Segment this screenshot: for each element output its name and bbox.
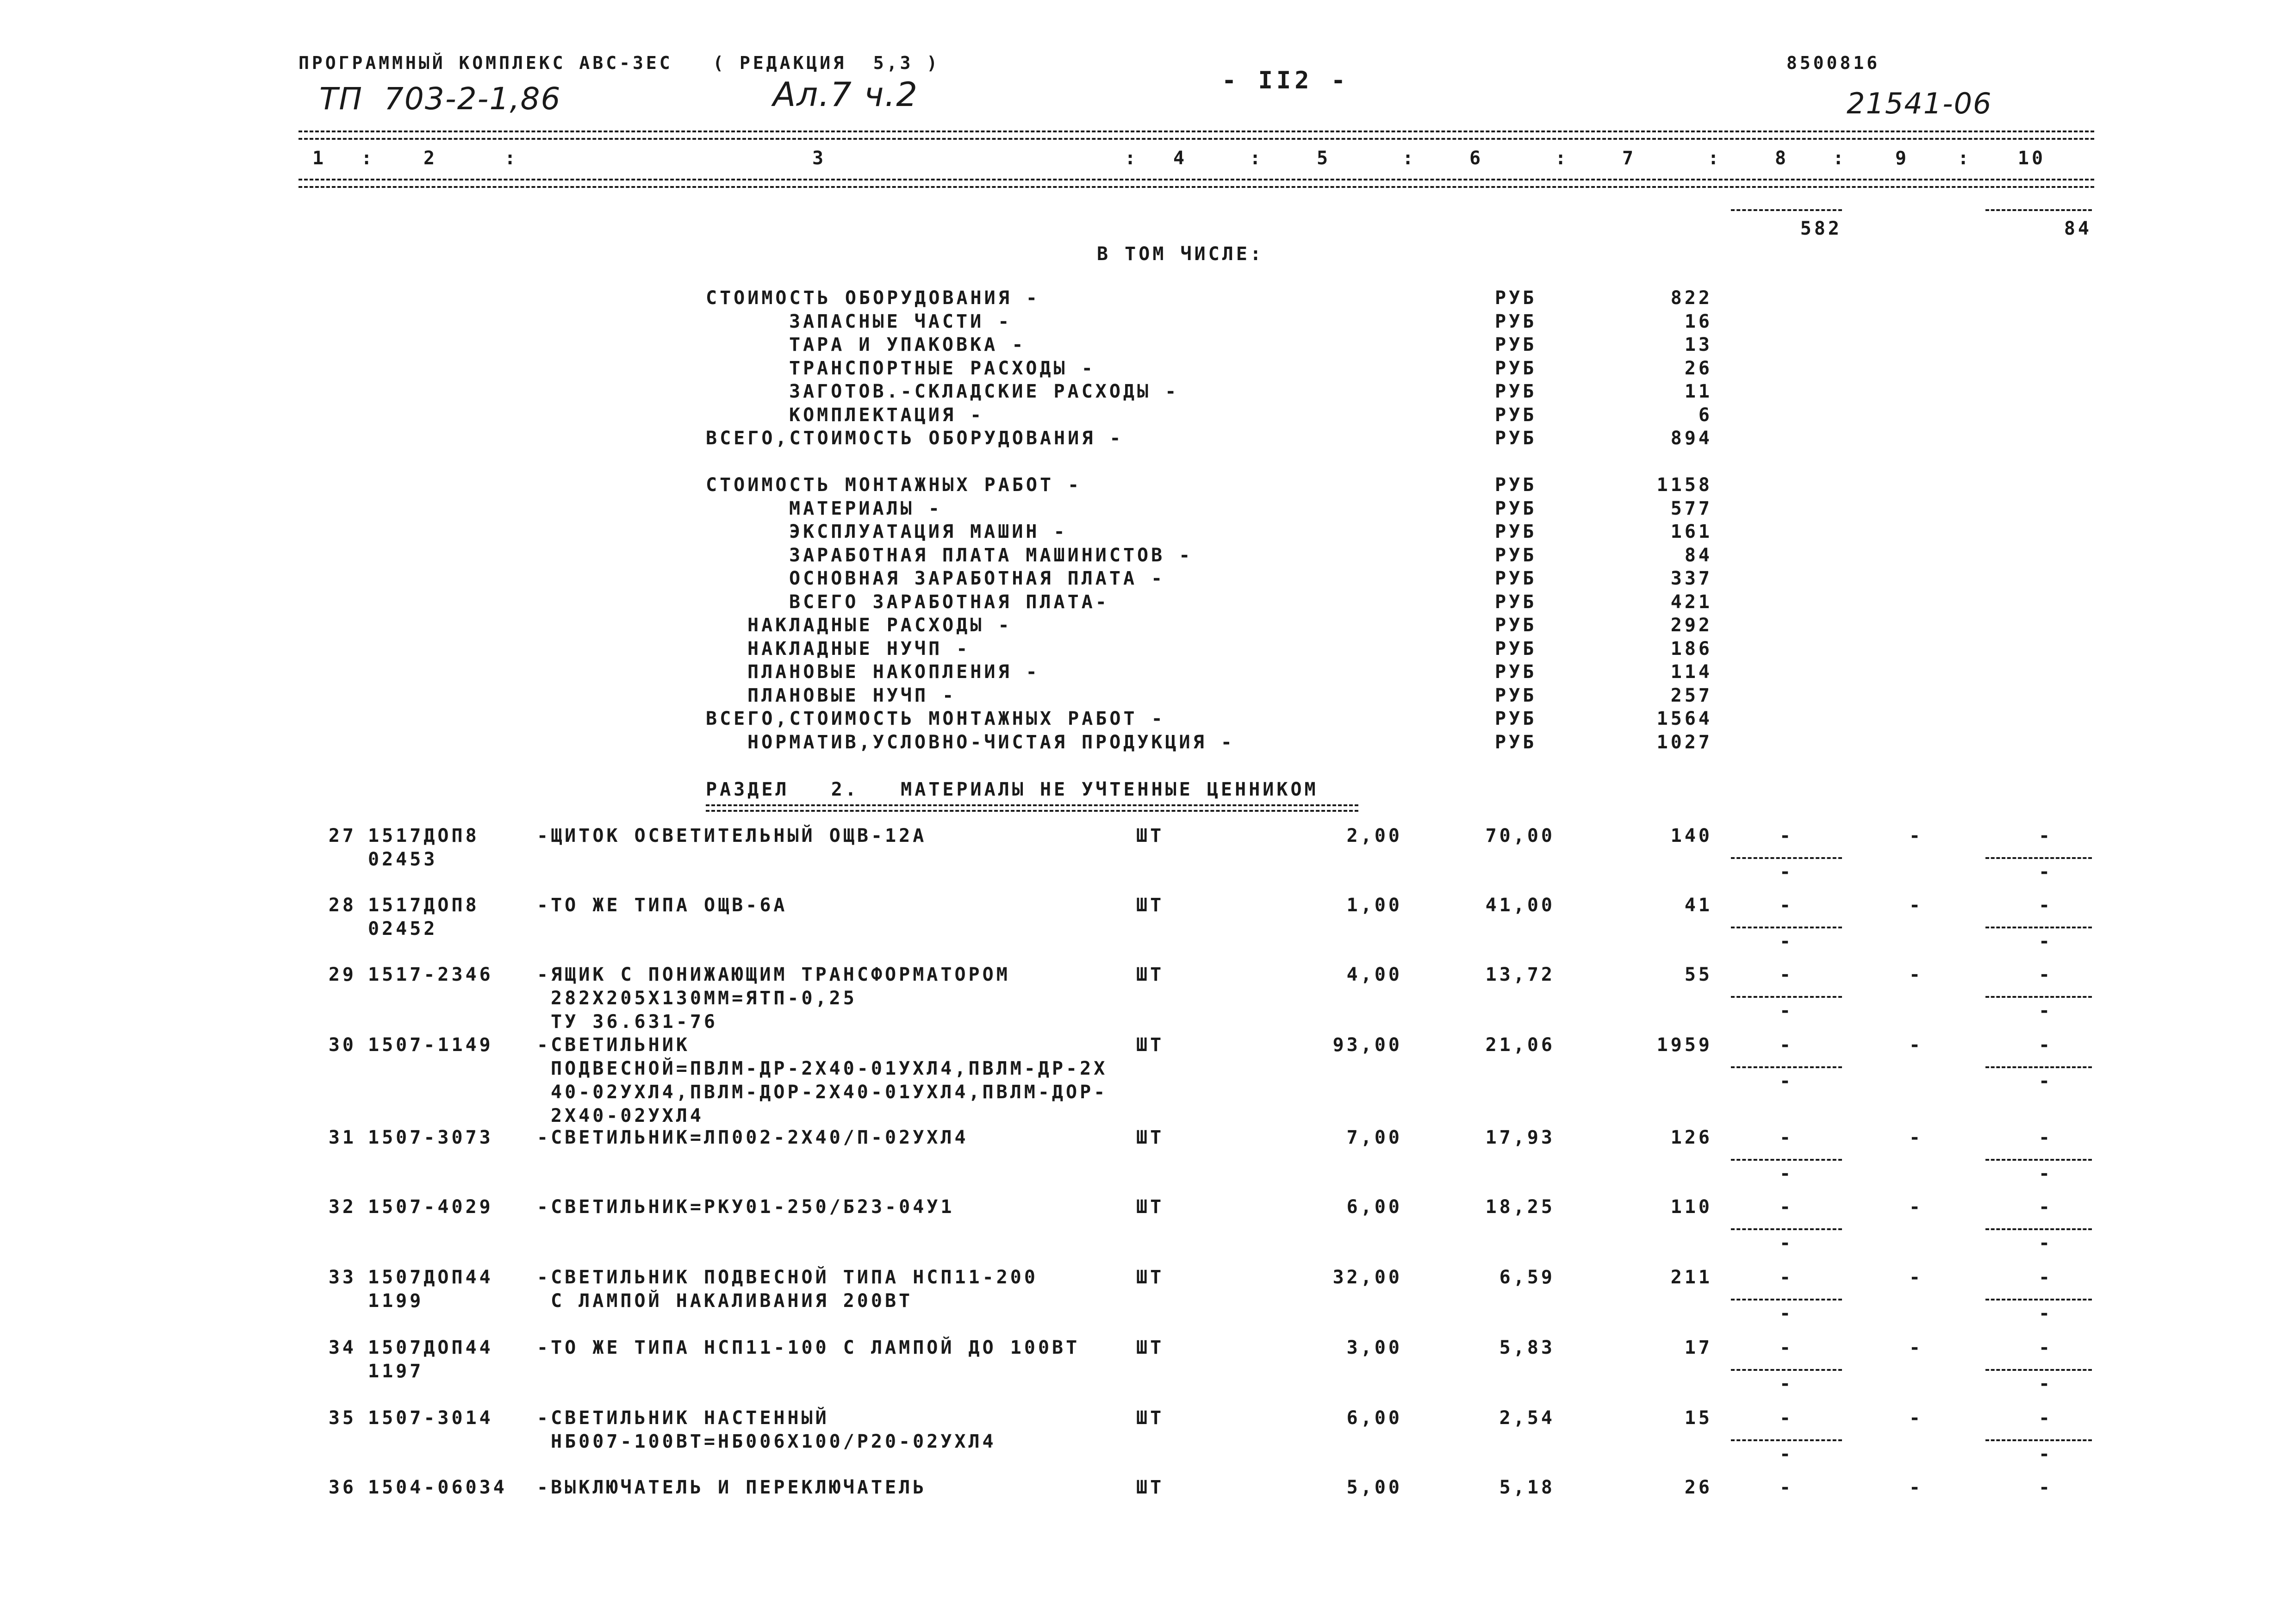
- row-col8: -: [1779, 964, 1794, 985]
- carry-rule-col10: [1985, 209, 2092, 211]
- breakdown-label: ЗАПАСНЫЕ ЧАСТИ -: [789, 311, 1012, 332]
- row-col8-sub: -: [1779, 1373, 1794, 1394]
- row-unit: ШТ: [1136, 1267, 1164, 1288]
- row-total: 211: [1670, 1267, 1712, 1288]
- breakdown-unit: РУБ: [1495, 545, 1537, 566]
- row-col9: -: [1909, 1127, 1923, 1148]
- row-col10: -: [2038, 1127, 2053, 1148]
- column-separator: :: [1555, 148, 1569, 169]
- row-col10-sub: -: [2038, 1444, 2053, 1465]
- row-col9: -: [1909, 1477, 1923, 1498]
- row-col10-sub: -: [2038, 1232, 2053, 1254]
- row-total: 17: [1684, 1337, 1712, 1358]
- breakdown-unit: РУБ: [1495, 521, 1537, 542]
- breakdown-value: 1564: [1656, 708, 1712, 729]
- row-col10-sub: -: [2038, 861, 2053, 883]
- carry-total-col10: 84: [2064, 218, 2092, 239]
- row-price: 70,00: [1485, 825, 1555, 846]
- breakdown-label: ТРАНСПОРТНЫЕ РАСХОДЫ -: [789, 358, 1095, 379]
- breakdown-unit: РУБ: [1495, 358, 1537, 379]
- row-col8-sub: -: [1779, 1000, 1794, 1021]
- breakdown-value: 161: [1670, 521, 1712, 542]
- page-number: - II2 -: [1222, 67, 1350, 94]
- row-unit: ШТ: [1136, 1127, 1164, 1148]
- breakdown-value: 26: [1684, 358, 1712, 379]
- row-unit: ШТ: [1136, 825, 1164, 846]
- row-col8-sub: -: [1779, 861, 1794, 883]
- handwritten-album: Ал.7 ч.2: [773, 75, 919, 114]
- row-col10: -: [2038, 895, 2053, 916]
- breakdown-value: 13: [1684, 334, 1712, 355]
- row-col9: -: [1909, 1407, 1923, 1429]
- row-description: ТУ 36.631-76: [551, 1011, 718, 1033]
- breakdown-unit: РУБ: [1495, 428, 1537, 449]
- row-col8: -: [1779, 1337, 1794, 1358]
- row-description: 282Х205Х130ММ=ЯТП-0,25: [551, 988, 857, 1009]
- subtotal-rule-col10: [1985, 996, 2092, 998]
- column-separator: :: [1125, 148, 1139, 169]
- row-quantity: 6,00: [1346, 1407, 1402, 1429]
- row-price: 5,18: [1499, 1477, 1555, 1498]
- row-col9: -: [1909, 825, 1923, 846]
- row-col8: -: [1779, 1267, 1794, 1288]
- subtotal-rule-col8: [1731, 1066, 1842, 1068]
- carry-total-col8: 582: [1800, 218, 1842, 239]
- breakdown-label: МАТЕРИАЛЫ -: [789, 498, 942, 519]
- row-number: 27: [328, 825, 356, 846]
- row-description: -СВЕТИЛЬНИК НАСТЕННЫЙ: [537, 1407, 829, 1429]
- subtotal-rule-col8: [1731, 857, 1842, 859]
- row-number: 35: [328, 1407, 356, 1429]
- section-title: РАЗДЕЛ 2. МАТЕРИАЛЫ НЕ УЧТЕННЫЕ ЦЕННИКОМ: [706, 779, 1319, 800]
- column-number-4: 4: [1173, 148, 1188, 169]
- row-code: 02452: [368, 918, 438, 940]
- breakdown-value: 84: [1684, 545, 1712, 566]
- row-col9: -: [1909, 1196, 1923, 1218]
- subtotal-rule-col8: [1731, 927, 1842, 928]
- column-separator: :: [361, 148, 375, 169]
- breakdown-label: СТОИМОСТЬ ОБОРУДОВАНИЯ -: [706, 287, 1040, 309]
- row-quantity: 1,00: [1346, 895, 1402, 916]
- row-quantity: 93,00: [1332, 1034, 1402, 1056]
- row-total: 15: [1684, 1407, 1712, 1429]
- breakdown-value: 1027: [1656, 732, 1712, 753]
- row-code: 1507-3073: [368, 1127, 493, 1148]
- row-code: 1517ДОП8: [368, 895, 479, 916]
- row-unit: ШТ: [1136, 1407, 1164, 1429]
- breakdown-value: 822: [1670, 287, 1712, 309]
- row-quantity: 32,00: [1332, 1267, 1402, 1288]
- breakdown-value: 114: [1670, 661, 1712, 683]
- row-col9: -: [1909, 1034, 1923, 1056]
- section-underline: [706, 804, 1358, 812]
- row-col9: -: [1909, 1337, 1923, 1358]
- row-col10-sub: -: [2038, 1000, 2053, 1021]
- breakdown-title: В ТОМ ЧИСЛЕ:: [1097, 243, 1264, 265]
- row-number: 33: [328, 1267, 356, 1288]
- row-number: 30: [328, 1034, 356, 1056]
- row-description: -ЩИТОК ОСВЕТИТЕЛЬНЫЙ ОЩВ-12А: [537, 825, 927, 846]
- breakdown-label: ОСНОВНАЯ ЗАРАБОТНАЯ ПЛАТА -: [789, 568, 1165, 589]
- column-number-6: 6: [1469, 148, 1484, 169]
- row-total: 26: [1684, 1477, 1712, 1498]
- column-separator: :: [1250, 148, 1264, 169]
- row-price: 21,06: [1485, 1034, 1555, 1056]
- column-number-1: 1: [312, 148, 327, 169]
- row-description: -ТО ЖЕ ТИПА НСП11-100 С ЛАМПОЙ ДО 100ВТ: [537, 1337, 1080, 1358]
- breakdown-value: 577: [1670, 498, 1712, 519]
- subtotal-rule-col10: [1985, 1228, 2092, 1230]
- breakdown-unit: РУБ: [1495, 615, 1537, 636]
- row-code: 1517ДОП8: [368, 825, 479, 846]
- row-code: 1507-3014: [368, 1407, 493, 1429]
- row-price: 17,93: [1485, 1127, 1555, 1148]
- breakdown-value: 292: [1670, 615, 1712, 636]
- row-total: 140: [1670, 825, 1712, 846]
- row-number: 31: [328, 1127, 356, 1148]
- row-col8: -: [1779, 1196, 1794, 1218]
- row-code: 1507ДОП44: [368, 1267, 493, 1288]
- row-price: 18,25: [1485, 1196, 1555, 1218]
- column-separator: :: [1833, 148, 1847, 169]
- row-price: 13,72: [1485, 964, 1555, 985]
- breakdown-value: 6: [1698, 404, 1712, 426]
- row-unit: ШТ: [1136, 895, 1164, 916]
- row-description: -ВЫКЛЮЧАТЕЛЬ И ПЕРЕКЛЮЧАТЕЛЬ: [537, 1477, 927, 1498]
- row-code: 1507ДОП44: [368, 1337, 493, 1358]
- row-col8: -: [1779, 1127, 1794, 1148]
- column-number-9: 9: [1895, 148, 1910, 169]
- row-price: 41,00: [1485, 895, 1555, 916]
- row-col10: -: [2038, 1034, 2053, 1056]
- breakdown-value: 337: [1670, 568, 1712, 589]
- column-separator: :: [1402, 148, 1417, 169]
- row-col10: -: [2038, 1267, 2053, 1288]
- breakdown-value: 186: [1670, 638, 1712, 660]
- row-col10-sub: -: [2038, 1303, 2053, 1324]
- subtotal-rule-col8: [1731, 1369, 1842, 1371]
- column-number-3: 3: [812, 148, 827, 169]
- breakdown-unit: РУБ: [1495, 498, 1537, 519]
- row-code: 1504-06034: [368, 1477, 507, 1498]
- column-separator: :: [504, 148, 519, 169]
- row-col9: -: [1909, 1267, 1923, 1288]
- row-description: -СВЕТИЛЬНИК=ЛП002-2Х40/П-02УХЛ4: [537, 1127, 969, 1148]
- row-description: НБ007-100ВТ=НБ006Х100/Р20-02УХЛ4: [551, 1431, 996, 1452]
- breakdown-label: ВСЕГО ЗАРАБОТНАЯ ПЛАТА-: [789, 591, 1109, 613]
- row-col10: -: [2038, 1196, 2053, 1218]
- row-col8-sub: -: [1779, 1444, 1794, 1465]
- row-total: 1959: [1656, 1034, 1712, 1056]
- breakdown-label: ПЛАНОВЫЕ НУЧП -: [747, 685, 957, 706]
- row-col8-sub: -: [1779, 1070, 1794, 1092]
- row-code: 1197: [368, 1361, 424, 1382]
- row-description: -ТО ЖЕ ТИПА ОЩВ-6А: [537, 895, 788, 916]
- row-code: 1517-2346: [368, 964, 493, 985]
- column-number-10: 10: [2017, 148, 2046, 169]
- row-col8: -: [1779, 895, 1794, 916]
- row-unit: ШТ: [1136, 1337, 1164, 1358]
- breakdown-label: НАКЛАДНЫЕ РАСХОДЫ -: [747, 615, 1012, 636]
- row-description: -ЯЩИК С ПОНИЖАЮЩИМ ТРАНСФОРМАТОРОМ: [537, 964, 1010, 985]
- row-number: 29: [328, 964, 356, 985]
- row-price: 2,54: [1499, 1407, 1555, 1429]
- breakdown-label: ВСЕГО,СТОИМОСТЬ МОНТАЖНЫХ РАБОТ -: [706, 708, 1165, 729]
- row-total: 41: [1684, 895, 1712, 916]
- breakdown-label: ЭКСПЛУАТАЦИЯ МАШИН -: [789, 521, 1068, 542]
- breakdown-label: ТАРА И УПАКОВКА -: [789, 334, 1026, 355]
- subtotal-rule-col8: [1731, 1439, 1842, 1441]
- handwritten-tp: ТП 703-2-1,86: [319, 81, 561, 117]
- breakdown-value: 1158: [1656, 474, 1712, 496]
- breakdown-unit: РУБ: [1495, 638, 1537, 660]
- breakdown-label: СТОИМОСТЬ МОНТАЖНЫХ РАБОТ -: [706, 474, 1082, 496]
- row-description: 40-02УХЛ4,ПВЛМ-ДОР-2Х40-01УХЛ4,ПВЛМ-ДОР-: [551, 1082, 1108, 1103]
- breakdown-label: НОРМАТИВ,УСЛОВНО-ЧИСТАЯ ПРОДУКЦИЯ -: [747, 732, 1235, 753]
- subtotal-rule-col10: [1985, 1066, 2092, 1068]
- breakdown-unit: РУБ: [1495, 334, 1537, 355]
- row-quantity: 4,00: [1346, 964, 1402, 985]
- breakdown-label: ЗАРАБОТНАЯ ПЛАТА МАШИНИСТОВ -: [789, 545, 1193, 566]
- row-description: 2Х40-02УХЛ4: [551, 1105, 704, 1126]
- row-col10-sub: -: [2038, 1070, 2053, 1092]
- row-total: 55: [1684, 964, 1712, 985]
- handwritten-number: 21541-06: [1847, 87, 1992, 120]
- breakdown-unit: РУБ: [1495, 732, 1537, 753]
- row-col10: -: [2038, 1477, 2053, 1498]
- subtotal-rule-col8: [1731, 996, 1842, 998]
- breakdown-value: 257: [1670, 685, 1712, 706]
- row-col9: -: [1909, 895, 1923, 916]
- row-description: ПОДВЕСНОЙ=ПВЛМ-ДР-2Х40-01УХЛ4,ПВЛМ-ДР-2Х: [551, 1058, 1108, 1079]
- row-code: 1507-1149: [368, 1034, 493, 1056]
- breakdown-unit: РУБ: [1495, 381, 1537, 402]
- row-quantity: 2,00: [1346, 825, 1402, 846]
- breakdown-label: ПЛАНОВЫЕ НАКОПЛЕНИЯ -: [747, 661, 1040, 683]
- row-price: 5,83: [1499, 1337, 1555, 1358]
- breakdown-label: ВСЕГО,СТОИМОСТЬ ОБОРУДОВАНИЯ -: [706, 428, 1124, 449]
- row-col8: -: [1779, 1477, 1794, 1498]
- row-code: 1199: [368, 1290, 424, 1312]
- row-unit: ШТ: [1136, 1034, 1164, 1056]
- row-code: 1507-4029: [368, 1196, 493, 1218]
- row-quantity: 5,00: [1346, 1477, 1402, 1498]
- breakdown-label: НАКЛАДНЫЕ НУЧП -: [747, 638, 971, 660]
- subtotal-rule-col10: [1985, 857, 2092, 859]
- row-code: 02453: [368, 849, 438, 870]
- subtotal-rule-col10: [1985, 927, 2092, 928]
- breakdown-unit: РУБ: [1495, 474, 1537, 496]
- breakdown-unit: РУБ: [1495, 661, 1537, 683]
- row-col8-sub: -: [1779, 1163, 1794, 1184]
- header-bottom-rule: [299, 179, 2094, 188]
- row-unit: ШТ: [1136, 1196, 1164, 1218]
- row-col10-sub: -: [2038, 1163, 2053, 1184]
- breakdown-unit: РУБ: [1495, 685, 1537, 706]
- row-col10: -: [2038, 964, 2053, 985]
- breakdown-unit: РУБ: [1495, 708, 1537, 729]
- subtotal-rule-col10: [1985, 1369, 2092, 1371]
- row-description: С ЛАМПОЙ НАКАЛИВАНИЯ 200ВТ: [551, 1290, 913, 1312]
- row-col8: -: [1779, 1407, 1794, 1429]
- breakdown-unit: РУБ: [1495, 287, 1537, 309]
- row-price: 6,59: [1499, 1267, 1555, 1288]
- row-number: 36: [328, 1477, 356, 1498]
- row-description: -СВЕТИЛЬНИК ПОДВЕСНОЙ ТИПА НСП11-200: [537, 1267, 1038, 1288]
- breakdown-label: ЗАГОТОВ.-СКЛАДСКИЕ РАСХОДЫ -: [789, 381, 1179, 402]
- row-col10-sub: -: [2038, 931, 2053, 952]
- row-description: -СВЕТИЛЬНИК=РКУ01-250/Б23-04У1: [537, 1196, 955, 1218]
- row-col8-sub: -: [1779, 1303, 1794, 1324]
- row-col10-sub: -: [2038, 1373, 2053, 1394]
- row-quantity: 3,00: [1346, 1337, 1402, 1358]
- column-separator: :: [1708, 148, 1722, 169]
- breakdown-value: 421: [1670, 591, 1712, 613]
- breakdown-unit: РУБ: [1495, 568, 1537, 589]
- column-number-8: 8: [1774, 148, 1789, 169]
- row-total: 110: [1670, 1196, 1712, 1218]
- row-unit: ШТ: [1136, 1477, 1164, 1498]
- subtotal-rule-col10: [1985, 1159, 2092, 1161]
- subtotal-rule-col8: [1731, 1228, 1842, 1230]
- breakdown-unit: РУБ: [1495, 311, 1537, 332]
- subtotal-rule-col10: [1985, 1299, 2092, 1300]
- row-total: 126: [1670, 1127, 1712, 1148]
- breakdown-unit: РУБ: [1495, 404, 1537, 426]
- column-number-7: 7: [1622, 148, 1636, 169]
- subtotal-rule-col8: [1731, 1299, 1842, 1300]
- row-col8-sub: -: [1779, 1232, 1794, 1254]
- program-header: ПРОГРАММНЫЙ КОМПЛЕКС АВС-3ЕС ( РЕДАКЦИЯ 5,3 ): [299, 53, 940, 73]
- column-separator: :: [1958, 148, 1972, 169]
- breakdown-value: 16: [1684, 311, 1712, 332]
- row-quantity: 6,00: [1346, 1196, 1402, 1218]
- header-top-rule: [299, 131, 2094, 140]
- breakdown-label: КОМПЛЕКТАЦИЯ -: [789, 404, 984, 426]
- row-number: 32: [328, 1196, 356, 1218]
- row-col8: -: [1779, 1034, 1794, 1056]
- breakdown-unit: РУБ: [1495, 591, 1537, 613]
- row-quantity: 7,00: [1346, 1127, 1402, 1148]
- row-col8-sub: -: [1779, 931, 1794, 952]
- row-description: -СВЕТИЛЬНИК: [537, 1034, 690, 1056]
- row-unit: ШТ: [1136, 964, 1164, 985]
- subtotal-rule-col10: [1985, 1439, 2092, 1441]
- breakdown-value: 11: [1684, 381, 1712, 402]
- breakdown-value: 894: [1670, 428, 1712, 449]
- row-number: 34: [328, 1337, 356, 1358]
- subtotal-rule-col8: [1731, 1159, 1842, 1161]
- row-number: 28: [328, 895, 356, 916]
- carry-rule-col8: [1731, 209, 1842, 211]
- column-number-5: 5: [1316, 148, 1331, 169]
- row-col10: -: [2038, 1407, 2053, 1429]
- row-col8: -: [1779, 825, 1794, 846]
- row-col10: -: [2038, 1337, 2053, 1358]
- row-col10: -: [2038, 825, 2053, 846]
- row-col9: -: [1909, 964, 1923, 985]
- column-number-2: 2: [423, 148, 438, 169]
- document-code: 8500816: [1786, 53, 1880, 73]
